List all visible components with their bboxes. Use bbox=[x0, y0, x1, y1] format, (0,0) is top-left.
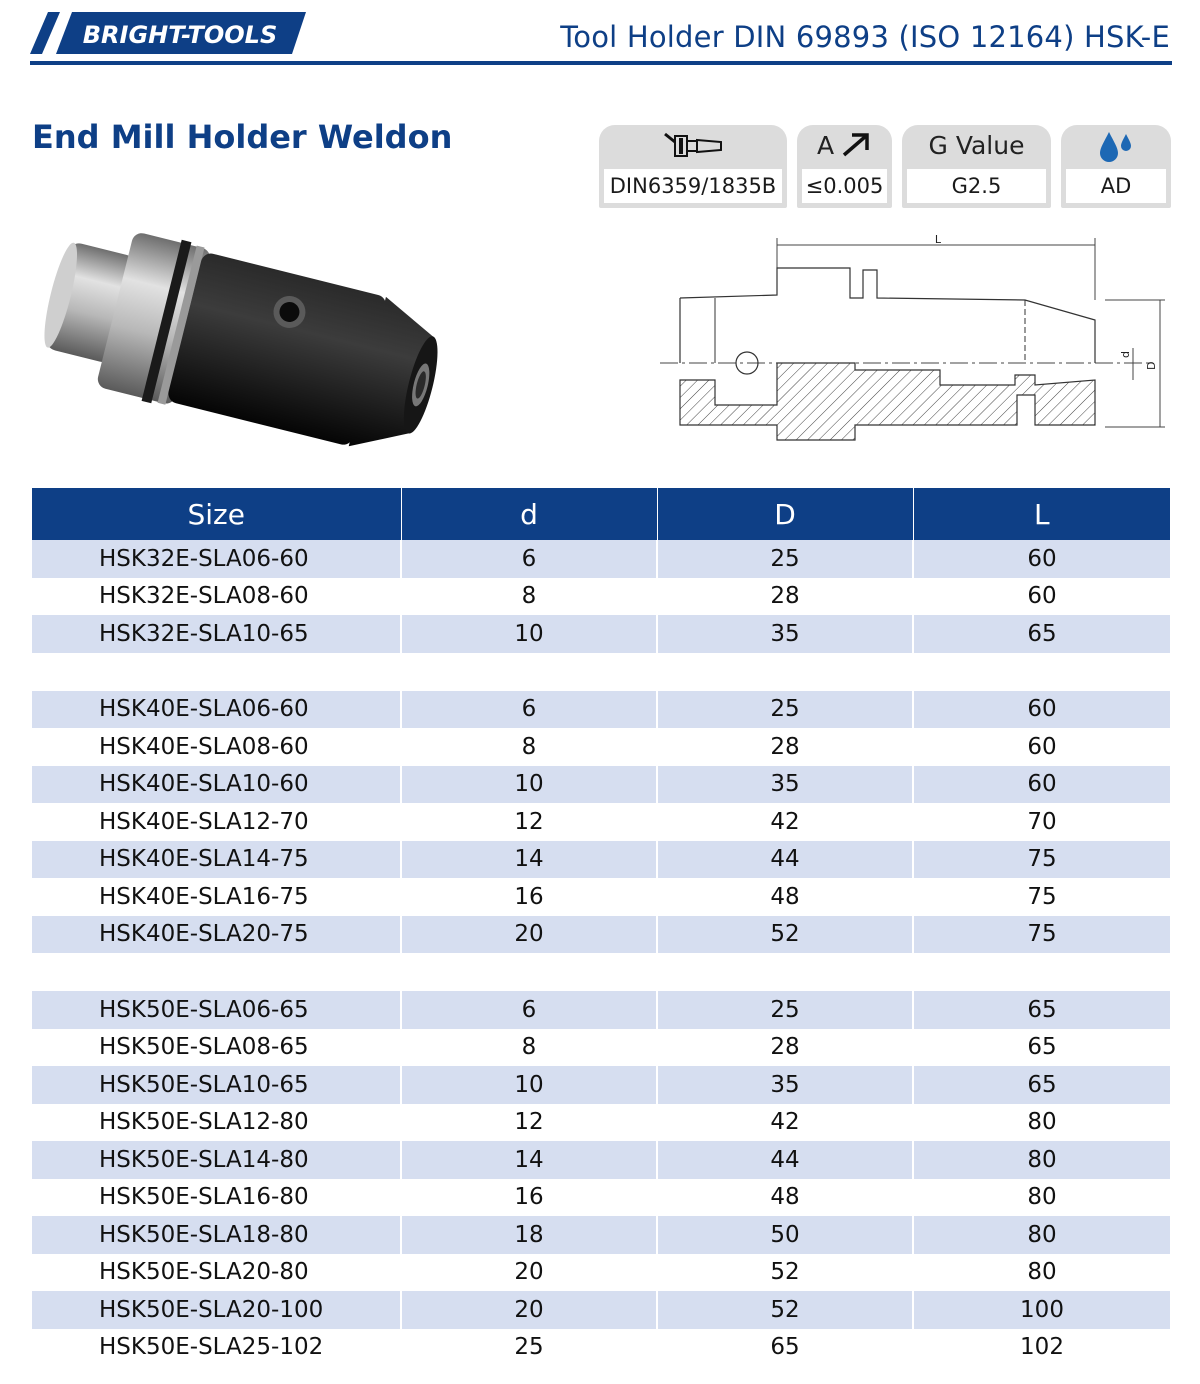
cell-D: 25 bbox=[657, 540, 913, 578]
cell-size: HSK32E-SLA10-65 bbox=[32, 615, 401, 653]
product-photo bbox=[40, 205, 450, 475]
cell-L: 102 bbox=[1020, 1334, 1064, 1361]
cell-D: 50 bbox=[657, 1216, 913, 1254]
cell-L: 75 bbox=[913, 841, 1170, 879]
table-row bbox=[32, 1029, 1170, 1067]
cell-d: 16 bbox=[401, 1179, 657, 1217]
cell-size: HSK50E-SLA16-80 bbox=[32, 1179, 401, 1217]
spec-balance-value: G2.5 bbox=[907, 169, 1046, 203]
cell-D: 48 bbox=[657, 878, 913, 916]
cell-L: 80 bbox=[1027, 1184, 1057, 1211]
product-title: End Mill Holder Weldon bbox=[32, 118, 453, 156]
cell-d: 8 bbox=[401, 728, 657, 766]
cell-d: 8 bbox=[401, 578, 657, 616]
spec-balance bbox=[902, 125, 1051, 208]
group-spacer bbox=[32, 953, 1170, 991]
cell-size: HSK32E-SLA08-60 bbox=[32, 578, 401, 616]
cell-L: 60 bbox=[1027, 733, 1057, 760]
cell-D: 42 bbox=[657, 1104, 913, 1142]
cell-D: 42 bbox=[657, 803, 913, 841]
cell-L: 60 bbox=[913, 691, 1170, 729]
cell-L: 65 bbox=[1027, 1034, 1057, 1061]
cell-d: 10 bbox=[401, 1066, 657, 1104]
cell-d: 12 bbox=[401, 803, 657, 841]
cell-L: 65 bbox=[913, 1066, 1170, 1104]
cell-d: 18 bbox=[401, 1216, 657, 1254]
cell-L: 80 bbox=[913, 1141, 1170, 1179]
cell-size: HSK40E-SLA16-75 bbox=[32, 878, 401, 916]
spec-runout-label: A bbox=[816, 130, 835, 160]
brand-name: BRIGHT-TOOLS bbox=[82, 21, 278, 49]
cell-L: 75 bbox=[913, 916, 1170, 954]
cell-d: 25 bbox=[401, 1329, 657, 1367]
table-row bbox=[32, 1066, 1170, 1104]
cell-d: 12 bbox=[401, 1104, 657, 1142]
spec-runout-value: ≤0.005 bbox=[802, 169, 887, 203]
cell-D: 25 bbox=[657, 991, 913, 1029]
table-row bbox=[32, 841, 1170, 879]
table-row bbox=[32, 540, 1170, 578]
cell-L: 75 bbox=[1027, 883, 1057, 910]
cell-L: 80 bbox=[913, 1216, 1170, 1254]
cell-D: 52 bbox=[657, 916, 913, 954]
cell-d: 14 bbox=[401, 1141, 657, 1179]
cell-size: HSK40E-SLA14-75 bbox=[32, 841, 401, 879]
table-row bbox=[32, 615, 1170, 653]
table-row bbox=[32, 1329, 1170, 1367]
column-header-L: L bbox=[913, 488, 1170, 540]
cell-D: 48 bbox=[657, 1179, 913, 1217]
cell-size: HSK40E-SLA08-60 bbox=[32, 728, 401, 766]
cell-size: HSK50E-SLA20-80 bbox=[32, 1254, 401, 1292]
cell-d: 6 bbox=[401, 991, 657, 1029]
cell-D: 25 bbox=[657, 691, 913, 729]
cell-size: HSK50E-SLA08-65 bbox=[32, 1029, 401, 1067]
cell-d: 20 bbox=[401, 1254, 657, 1292]
cell-d: 8 bbox=[401, 1029, 657, 1067]
cell-d: 10 bbox=[401, 615, 657, 653]
runout-arrow-icon bbox=[840, 132, 872, 158]
table-row bbox=[32, 578, 1170, 616]
cell-D: 28 bbox=[657, 578, 913, 616]
cell-size: HSK50E-SLA25-102 bbox=[32, 1329, 401, 1367]
cell-D: 35 bbox=[657, 615, 913, 653]
spec-coolant bbox=[1061, 125, 1171, 208]
cell-L: 65 bbox=[913, 991, 1170, 1029]
header-divider bbox=[30, 61, 1172, 65]
clamping-screw-icon bbox=[661, 128, 725, 162]
table-row bbox=[32, 1216, 1170, 1254]
cell-L: 65 bbox=[913, 615, 1170, 653]
table-header-row bbox=[32, 488, 1170, 540]
cell-size: HSK50E-SLA20-100 bbox=[32, 1291, 401, 1329]
cell-d: 10 bbox=[401, 766, 657, 804]
spec-clamping bbox=[599, 125, 787, 208]
cell-size: HSK50E-SLA18-80 bbox=[32, 1216, 401, 1254]
cell-L: 80 bbox=[1027, 1109, 1057, 1136]
table-body bbox=[32, 540, 1170, 1366]
cell-d: 16 bbox=[401, 878, 657, 916]
column-header-d: d bbox=[401, 488, 657, 540]
cell-D: 65 bbox=[657, 1329, 913, 1367]
cell-D: 35 bbox=[657, 766, 913, 804]
cell-D: 35 bbox=[657, 1066, 913, 1104]
cell-D: 28 bbox=[657, 728, 913, 766]
brand-logo bbox=[30, 12, 310, 54]
cell-L: 60 bbox=[913, 766, 1170, 804]
cell-L: 60 bbox=[1027, 583, 1057, 610]
cell-D: 44 bbox=[657, 1141, 913, 1179]
cell-size: HSK40E-SLA20-75 bbox=[32, 916, 401, 954]
cell-d: 6 bbox=[401, 691, 657, 729]
spec-coolant-value: AD bbox=[1066, 169, 1166, 203]
table-row bbox=[32, 691, 1170, 729]
drawing-label-L: L bbox=[934, 233, 942, 246]
table-row bbox=[32, 766, 1170, 804]
group-spacer bbox=[32, 653, 1170, 691]
table-row bbox=[32, 803, 1170, 841]
cell-d: 20 bbox=[401, 1291, 657, 1329]
table-row bbox=[32, 1179, 1170, 1217]
table-row bbox=[32, 1104, 1170, 1142]
cell-D: 52 bbox=[657, 1254, 913, 1292]
spec-clamping-value: DIN6359/1835B bbox=[604, 169, 782, 203]
cell-size: HSK40E-SLA12-70 bbox=[32, 803, 401, 841]
cell-D: 28 bbox=[657, 1029, 913, 1067]
cell-size: HSK50E-SLA12-80 bbox=[32, 1104, 401, 1142]
table-row bbox=[32, 1141, 1170, 1179]
coolant-drops-icon bbox=[1096, 128, 1136, 162]
cell-size: HSK50E-SLA06-65 bbox=[32, 991, 401, 1029]
cell-L: 70 bbox=[1027, 808, 1057, 835]
page-title: Tool Holder DIN 69893 (ISO 12164) HSK-E bbox=[560, 20, 1170, 54]
cell-d: 6 bbox=[401, 540, 657, 578]
cell-size: HSK32E-SLA06-60 bbox=[32, 540, 401, 578]
cell-D: 52 bbox=[657, 1291, 913, 1329]
cell-size: HSK40E-SLA06-60 bbox=[32, 691, 401, 729]
drawing-label-d: d bbox=[1119, 351, 1132, 358]
cell-size: HSK50E-SLA14-80 bbox=[32, 1141, 401, 1179]
spec-runout bbox=[797, 125, 892, 208]
cell-L: 100 bbox=[913, 1291, 1170, 1329]
table-row bbox=[32, 728, 1170, 766]
spec-balance-label: G Value bbox=[928, 130, 1025, 160]
table-row bbox=[32, 916, 1170, 954]
cell-size: HSK50E-SLA10-65 bbox=[32, 1066, 401, 1104]
technical-drawing bbox=[655, 230, 1175, 475]
cell-D: 44 bbox=[657, 841, 913, 879]
drawing-label-D: D bbox=[1145, 361, 1158, 370]
spec-table bbox=[32, 488, 1170, 1366]
table-row bbox=[32, 991, 1170, 1029]
table-row bbox=[32, 1254, 1170, 1292]
column-header-D: D bbox=[657, 488, 913, 540]
cell-d: 20 bbox=[401, 916, 657, 954]
cell-L: 80 bbox=[1027, 1259, 1057, 1286]
column-header-size: Size bbox=[32, 488, 401, 540]
cell-L: 60 bbox=[913, 540, 1170, 578]
table-row bbox=[32, 878, 1170, 916]
cell-size: HSK40E-SLA10-60 bbox=[32, 766, 401, 804]
cell-d: 14 bbox=[401, 841, 657, 879]
table-row bbox=[32, 1291, 1170, 1329]
